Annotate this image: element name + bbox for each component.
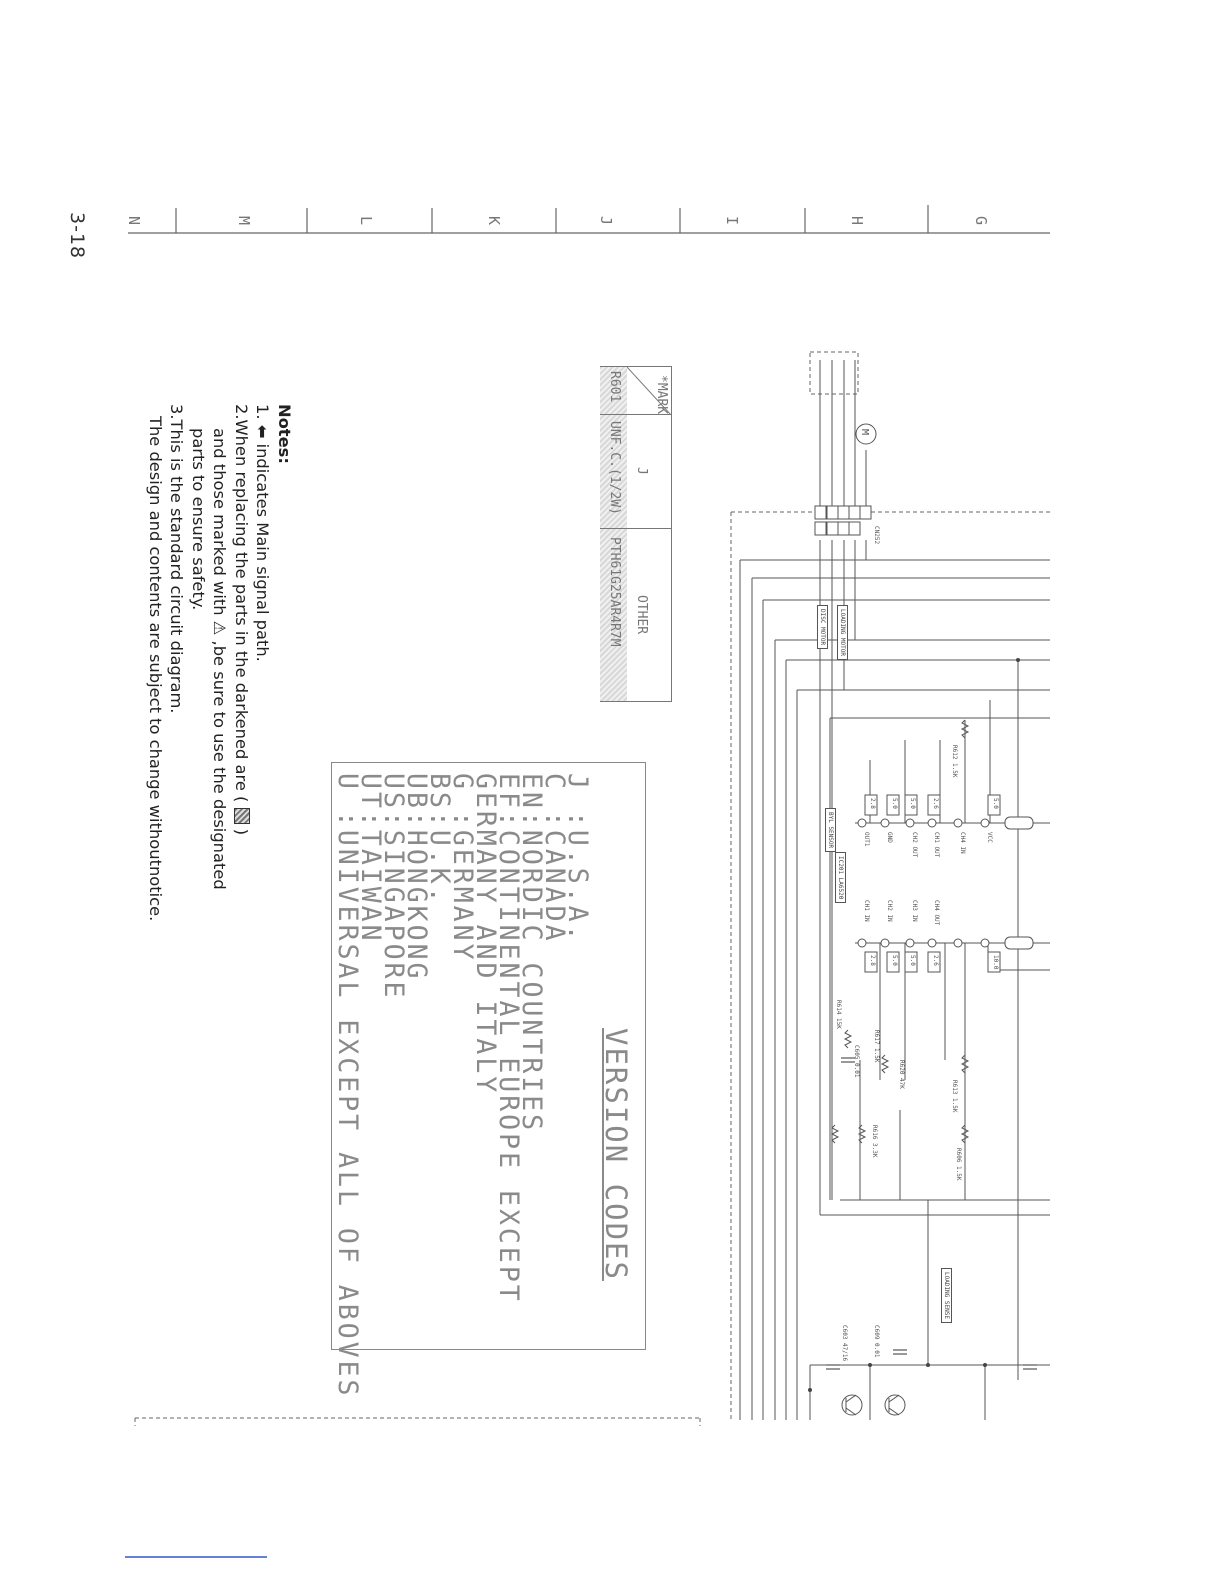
mark-table-header	[626, 367, 671, 701]
volt-label: 5.0	[891, 955, 898, 966]
version-code-row: U :UNIVERSAL EXCEPT ALL OF ABOVES	[332, 773, 363, 1399]
resistor-label: R612 1.5K	[951, 745, 958, 778]
pin-label: GND	[886, 832, 893, 843]
volt-label: 2.6	[932, 955, 939, 966]
grid-label-h: H	[848, 216, 866, 226]
resistor-label: R614 15K	[835, 1000, 842, 1029]
motor-letter: M	[859, 429, 870, 436]
version-code-row: US:SINGAPORE	[378, 773, 409, 1001]
note-2-line-3: parts to ensure safety.	[189, 428, 208, 611]
note-1-number: 1.	[253, 404, 273, 420]
resistor-label: R613 1.5K	[951, 1080, 958, 1113]
version-code-row: C :CANADA	[539, 773, 570, 944]
volt-label: 2.8	[869, 955, 876, 966]
capacitors	[826, 1058, 1037, 1369]
note-2-line-2: and those marked with ⚠ ,be sure to use the designated	[210, 428, 230, 890]
note-3-line-1: 3.This is the standard circuit diagram.	[167, 404, 187, 714]
grid-label-k: K	[485, 216, 503, 226]
grid-label-l: L	[357, 216, 375, 226]
pin-label: CH1 IN	[863, 900, 870, 922]
version-code-row: UT:TAIWAN	[355, 773, 386, 944]
wires	[740, 360, 1050, 1420]
mark-table	[600, 366, 672, 702]
notes-block	[145, 404, 296, 921]
pin-label: CH1 OUT	[933, 832, 940, 858]
note-1-text: indicates Main signal path.	[253, 443, 273, 662]
version-codes-title: VERSION CODES	[599, 1028, 633, 1281]
transistors	[842, 1395, 905, 1415]
mark-row-other-value: PTH61G25AR4R7M	[607, 537, 622, 647]
mark-header-label: *MARK	[654, 375, 669, 415]
volt-label: 2.8	[869, 798, 876, 809]
mark-row-part: R601	[607, 371, 622, 403]
pin-label: CH2 IN	[886, 900, 893, 922]
volt-label: 5.0	[909, 955, 916, 966]
version-code-row: BS:U.K.	[424, 773, 455, 906]
notes-heading: Notes:	[275, 404, 294, 464]
connector-label: CN252	[873, 526, 880, 545]
mark-row-j-value: UNF.C.(1/2W)	[607, 421, 622, 515]
frame-border	[128, 205, 1050, 233]
mark-table-row	[600, 367, 627, 701]
volt-label: 2.6	[932, 798, 939, 809]
note-1	[252, 404, 274, 921]
note-2-line-1: 2.When replacing the parts in the darkened are (	[232, 404, 251, 803]
connector-cn252	[815, 506, 871, 535]
capacitor-label: C609 0.01	[873, 1325, 880, 1358]
mark-col-j: J	[634, 467, 649, 475]
version-code-row: J :U.S.A.	[562, 773, 593, 944]
schem-box-loading-sense: LOADING SENSE	[941, 1268, 952, 1323]
version-code-row: GERMANY AND ITALY	[470, 773, 501, 1096]
resistor-label: R620 47K	[898, 1060, 905, 1089]
grid-label-g: G	[972, 216, 990, 226]
pin-label: CH3 IN	[911, 900, 918, 922]
pin-label: VCC	[986, 832, 993, 843]
volt-label: 5.0	[891, 798, 898, 809]
schem-box-ic201: IC201 LA6520	[835, 852, 846, 903]
pin-label: CH4 IN	[959, 832, 966, 854]
version-code-row: EN:NORDIC COUNTRIES	[516, 773, 547, 1134]
grid-label-i: I	[723, 216, 741, 226]
resistor-label: R606 1.5K	[955, 1148, 962, 1181]
volt-label: 5.0	[909, 798, 916, 809]
volt-label: 5.0	[992, 798, 999, 809]
pin-label: OUT1	[863, 832, 870, 847]
grid-label-n: N	[125, 216, 143, 226]
schem-box-disc-motor: DISC MOTOR	[817, 605, 828, 649]
pin-label: CH2 OUT	[911, 832, 918, 858]
grid-label-m: M	[235, 216, 253, 226]
version-code-row: G :GERMANY	[447, 773, 478, 963]
resistor-label: R617 1.5K	[873, 1030, 880, 1063]
schem-box-byl-sensor: BYL SENSOR	[825, 808, 836, 852]
note-3-line-2: The design and contents are subject to change withoutnotice.	[146, 416, 165, 922]
page-number: 3-18	[66, 212, 88, 260]
version-code-row: UB:HONGKONG	[401, 773, 432, 982]
version-codes-box	[331, 762, 646, 1399]
grid-label-j: J	[597, 216, 615, 226]
note-2	[231, 404, 253, 921]
schem-box-loading-motor: LOADING MOTOR	[837, 605, 848, 660]
mark-col-other: OTHER	[634, 595, 649, 635]
capacitor-label: C605 0.01	[853, 1045, 860, 1078]
capacitor-label: C603 47/16	[841, 1325, 848, 1362]
resistor-label: R616 3.3K	[871, 1125, 878, 1158]
darkened-area-swatch-icon	[234, 808, 250, 824]
pin-label: CH4 OUT	[933, 900, 940, 926]
version-code-row: EF:CONTINENTAL EUROPE EXCEPT	[493, 773, 524, 1304]
note-2-line-1-end: )	[232, 828, 251, 836]
main-signal-arrow-icon: ⬅	[253, 424, 273, 439]
volt-label: 10.0	[992, 955, 999, 970]
